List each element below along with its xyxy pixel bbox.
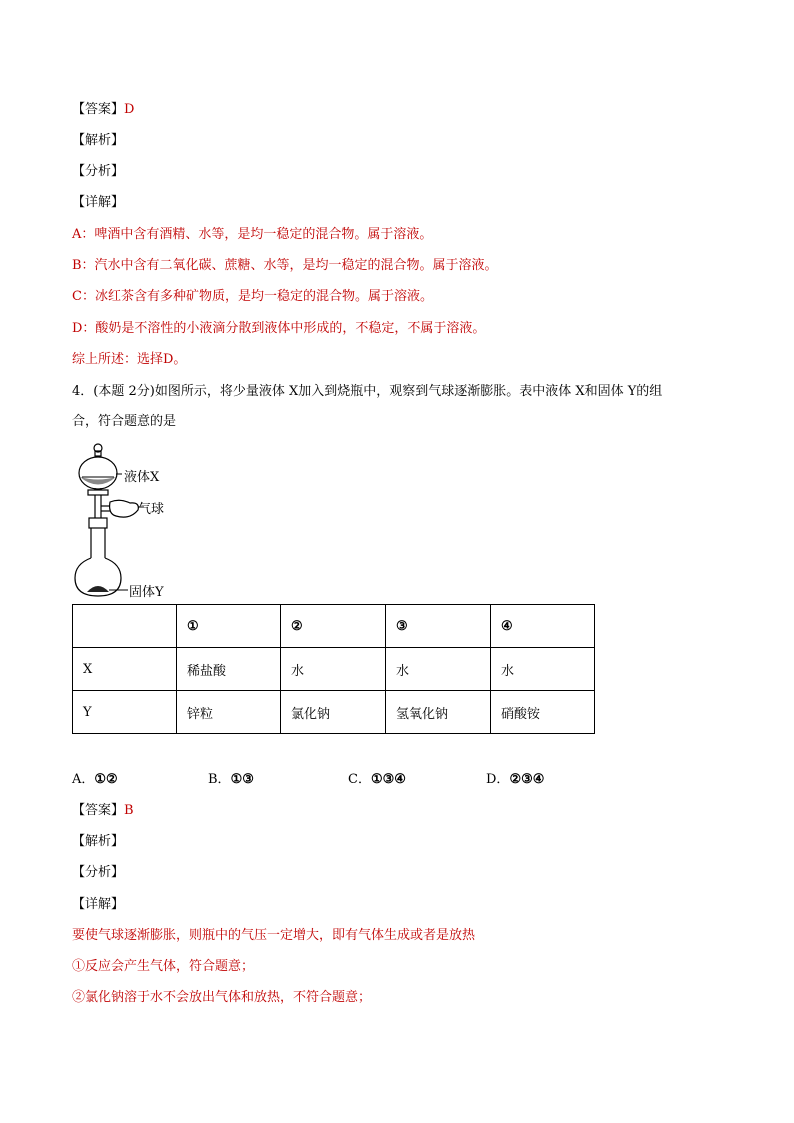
detail-line: 要使气球逐渐膨胀，则瓶中的气压一定增大，即有气体生成或者是放热 xyxy=(72,928,476,943)
table-cell: 稀盐酸 xyxy=(177,648,281,691)
answer-label: 【答案】 xyxy=(72,803,125,818)
detail-a: A：啤酒中含有酒精、水等，是均一稳定的混合物。属于溶液。 xyxy=(72,227,433,242)
answer-line-1 xyxy=(72,101,134,119)
label-balloon: 气球 xyxy=(138,502,165,517)
table-row xyxy=(73,691,595,734)
option-value: ①③ xyxy=(230,772,254,787)
table-cell: 硝酸铵 xyxy=(491,691,595,734)
apparatus-figure xyxy=(72,440,212,606)
question-4-line-2: 合，符合题意的是 xyxy=(72,414,177,429)
table-cell: 氢氧化钠 xyxy=(386,691,491,734)
option-a xyxy=(72,771,118,789)
table-header-cell: ① xyxy=(177,605,281,648)
label-solid-y: 固体Y xyxy=(129,585,164,600)
table-header-cell: ② xyxy=(281,605,386,648)
table-row xyxy=(73,648,595,691)
summary-line: 综上所述：选择D。 xyxy=(72,352,187,367)
answer-value: D xyxy=(124,102,135,117)
table-cell xyxy=(73,605,177,648)
detail-c: C：冰红茶含有多种矿物质，是均一稳定的混合物。属于溶液。 xyxy=(72,289,433,304)
answer-line-2 xyxy=(72,802,134,820)
table-cell: 水 xyxy=(491,648,595,691)
option-value: ①③④ xyxy=(370,772,406,787)
xiangjie-heading-2: 【详解】 xyxy=(72,897,125,912)
detail-line: ②氯化钠溶于水不会放出气体和放热，不符合题意； xyxy=(72,990,372,1005)
option-b xyxy=(208,771,254,789)
table-cell: 水 xyxy=(281,648,386,691)
analysis-heading-2: 【解析】 xyxy=(72,834,125,849)
detail-d: D：酸奶是不溶性的小液滴分散到液体中形成的，不稳定，不属于溶液。 xyxy=(72,321,486,336)
table-header-row xyxy=(73,605,595,648)
table-cell: 氯化钠 xyxy=(281,691,386,734)
table-cell: X xyxy=(73,648,177,691)
table-cell: 水 xyxy=(386,648,491,691)
answer-label: 【答案】 xyxy=(72,102,125,117)
fenxi-heading-2: 【分析】 xyxy=(72,865,125,880)
option-d xyxy=(486,771,544,789)
detail-line: ①反应会产生气体，符合题意； xyxy=(72,959,255,974)
option-letter: D． xyxy=(486,772,510,787)
table-cell: 锌粒 xyxy=(177,691,281,734)
question-4-line-1: 4．(本题 2分)如图所示，将少量液体 X加入到烧瓶中，观察到气球逐渐膨胀。表中液体 X和固体 Y的组 xyxy=(72,384,663,399)
option-value: ①② xyxy=(94,772,118,787)
fenxi-heading-1: 【分析】 xyxy=(72,164,125,179)
option-letter: B． xyxy=(208,772,231,787)
table-header-cell: ③ xyxy=(386,605,491,648)
option-letter: A． xyxy=(72,772,95,787)
xiangjie-heading-1: 【详解】 xyxy=(72,195,125,210)
option-value: ②③④ xyxy=(509,772,545,787)
analysis-heading-1: 【解析】 xyxy=(72,133,125,148)
label-liquid-x: 液体X xyxy=(124,470,160,485)
option-c xyxy=(348,771,406,789)
detail-b: B：汽水中含有二氧化碳、蔗糖、水等，是均一稳定的混合物。属于溶液。 xyxy=(72,258,498,273)
xy-combination-table xyxy=(72,604,595,734)
table-header-cell: ④ xyxy=(491,605,595,648)
table-cell: Y xyxy=(73,691,177,734)
flask-funnel-diagram xyxy=(72,440,212,602)
option-letter: C． xyxy=(348,772,371,787)
answer-value: B xyxy=(124,803,134,818)
